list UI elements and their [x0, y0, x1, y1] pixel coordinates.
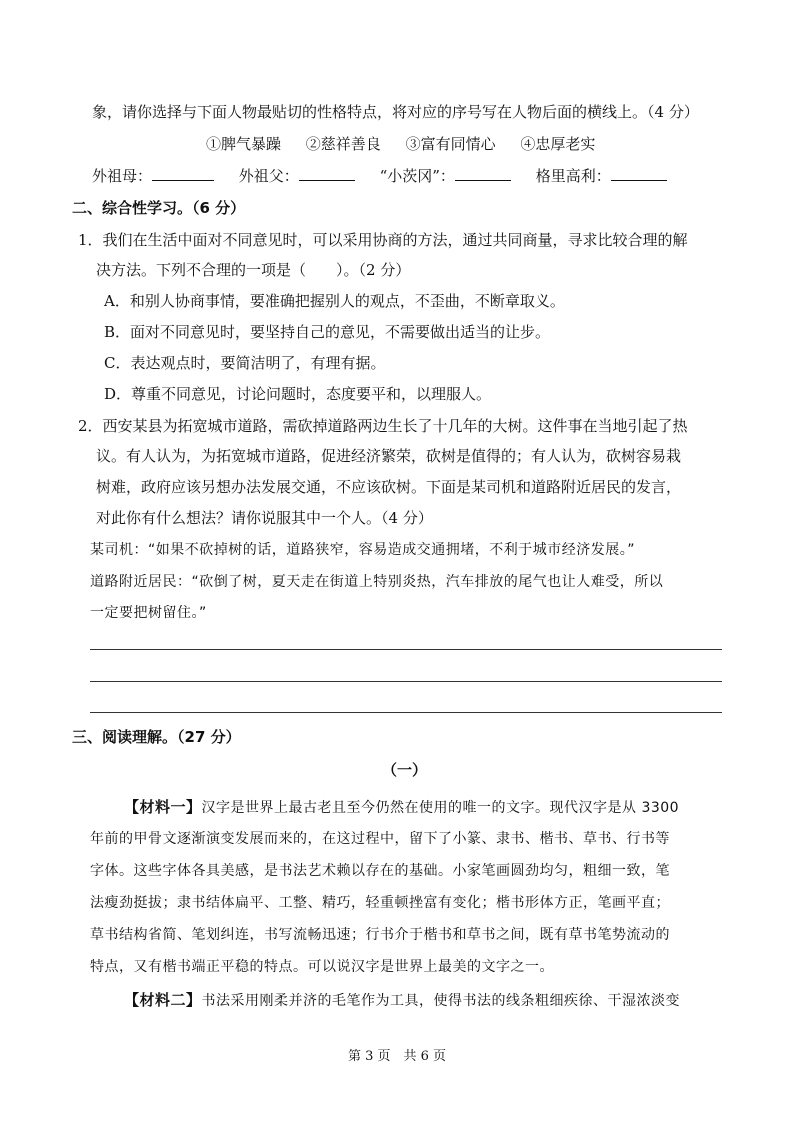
material-1-line-6: 特点，又有楷书端正平稳的特点。可以说汉字是世界上最美的文字之一。: [90, 959, 554, 975]
blank-label-grandmother: 外祖母：: [92, 167, 153, 185]
answer-blank-gypsy[interactable]: [455, 166, 511, 181]
page-footer: 第 3 页 共 6 页: [347, 1049, 447, 1064]
resident-quote-1: 道路附近居民：“砍倒了树，夏天走在街道上特别炎热，汽车排放的尾气也让人难受，所以: [90, 574, 664, 590]
material-1-line-3: 字体。这些字体各具美感，是书法艺术赖以存在的基础。小家笔画圆劲均匀，粗细一致，笔: [90, 863, 670, 879]
blank-label-gregory: 格里高利：: [535, 167, 611, 185]
q1-line-2: 决方法。下列不合理的一项是（ ）。（2 分）: [96, 261, 411, 279]
trait-option-3: ③富有同情心: [405, 135, 496, 153]
driver-quote: 某司机：“如果不砍掉树的话，道路狭窄，容易造成交通拥堵，不利于城市经济发展。”: [90, 542, 636, 558]
character-blanks: [92, 166, 667, 186]
q1-option-c: C．表达观点时，要简洁明了，有理有据。: [104, 354, 386, 372]
q1-option-b: B．面对不同意见时，要坚持自己的意见，不需要做出适当的让步。: [104, 323, 551, 341]
trait-options: [206, 134, 595, 154]
answer-blank-grandmother[interactable]: [152, 166, 214, 181]
trait-option-2: ②慈祥善良: [305, 135, 381, 153]
answer-blank-gregory[interactable]: [611, 166, 667, 181]
material-2-text: 书法采用刚柔并济的毛笔作为工具，使得书法的线条粗细疾徐、干湿浓淡变: [201, 993, 681, 1009]
trait-option-4: ④忠厚老实: [520, 135, 596, 153]
q1-line-1: 1．我们在生活中面对不同意见时，可以采用协商的方法，通过共同商量，寻求比较合理的解: [78, 231, 688, 249]
material-1-line-4: 法瘦劲挺拔；隶书结体扁平、工整、精巧，轻重顿挫富有变化；楷书形体方正，笔画平直；: [90, 895, 670, 911]
material-1-line-1: [124, 797, 679, 818]
material-1-label: 【材料一】: [124, 798, 202, 816]
trait-option-1: ①脾气暴躁: [206, 135, 282, 153]
answer-line-1[interactable]: [90, 649, 722, 650]
q2-line-1: 2．西安某县为拓宽城市道路，需砍掉道路两边生长了十几年的大树。这件事在当地引起了热: [78, 417, 688, 435]
q1-option-d: D．尊重不同意见，讨论问题时，态度要平和，以理服人。: [104, 385, 492, 403]
material-1-line-5: 草书结构省简、笔划纠连，书写流畅迅速；行书介于楷书和草书之间，既有草书笔势流动的: [90, 927, 670, 943]
material-2-label: 【材料二】: [124, 991, 202, 1009]
resident-quote-2: 一定要把树留住。”: [90, 605, 207, 621]
intro-line: 象，请你选择与下面人物最贴切的性格特点，将对应的序号写在人物后面的横线上。（4 分）: [92, 103, 699, 121]
q2-line-3: 树难，政府应该另想办法发展交通，不应该砍树。下面是某司机和道路附近居民的发言，: [96, 478, 682, 496]
material-1-text: 汉字是世界上最古老且至今仍然在使用的唯一的文字。现代汉字是从 3300: [201, 800, 680, 816]
answer-line-3[interactable]: [90, 712, 722, 713]
section-3-title: 三、阅读理解。（27 分）: [72, 728, 241, 746]
blank-label-gypsy: “小茨冈”：: [379, 167, 455, 185]
section-2-title: 二、综合性学习。（6 分）: [72, 199, 246, 217]
blank-label-grandfather: 外祖父：: [238, 167, 299, 185]
material-1-line-2: 年前的甲骨文逐渐演变发展而来的，在这过程中，留下了小篆、隶书、楷书、草书、行书等: [90, 831, 670, 847]
answer-blank-grandfather[interactable]: [299, 166, 355, 181]
q2-line-2: 议。有人认为，为拓宽城市道路，促进经济繁荣，砍树是值得的；有人认为，砍树容易栽: [96, 447, 682, 465]
answer-line-2[interactable]: [90, 681, 722, 682]
q1-option-a: A．和别人协商事情，要准确把握别人的观点，不歪曲，不断章取义。: [104, 292, 565, 310]
material-2-line-1: [124, 990, 680, 1011]
q2-line-4: 对此你有什么想法？请你说服其中一个人。（4 分）: [96, 509, 433, 527]
passage-number: （一）: [382, 761, 428, 779]
